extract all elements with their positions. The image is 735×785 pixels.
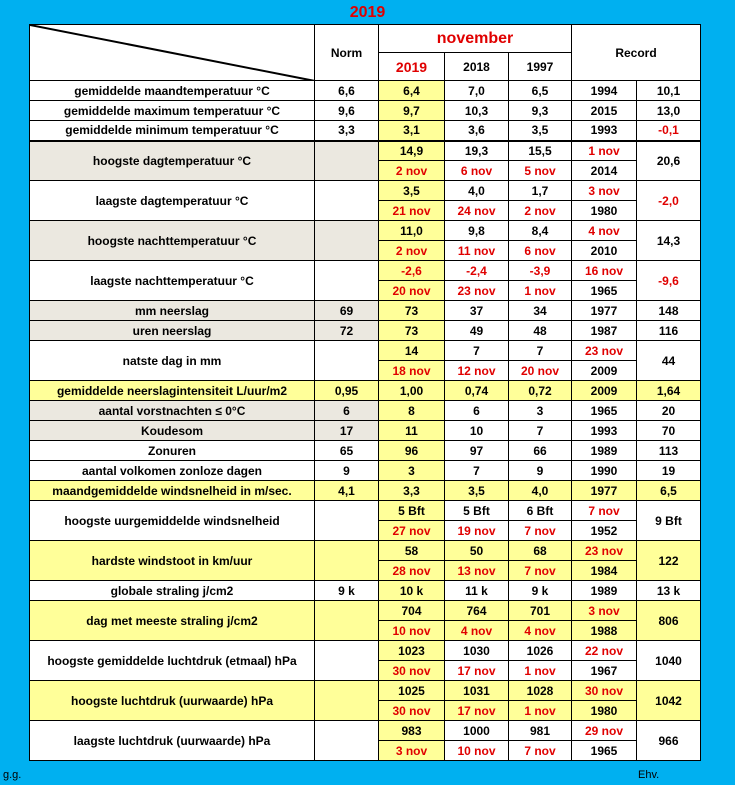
value-2019: -2,6 [379, 261, 445, 281]
value-1997: 7 [509, 421, 572, 441]
row-label: gemiddelde neerslagintensiteit L/uur/m2 [30, 381, 315, 401]
date-1997: 7 nov [509, 741, 572, 761]
norm-value: 72 [315, 321, 379, 341]
value-2019: 9,7 [379, 101, 445, 121]
record-year: 1977 [572, 481, 637, 501]
date-2019: 27 nov [379, 521, 445, 541]
record-year: 1987 [572, 321, 637, 341]
record-date: 29 nov [572, 721, 637, 741]
table-row [30, 221, 701, 241]
record-year: 1993 [572, 121, 637, 141]
record-date: 7 nov [572, 501, 637, 521]
table-row [30, 181, 701, 201]
record-value: 20,6 [637, 141, 701, 181]
table-row [30, 721, 701, 741]
table-row [30, 581, 701, 601]
value-2019: 3,1 [379, 121, 445, 141]
value-2018: 1031 [445, 681, 509, 701]
norm-value: 17 [315, 421, 379, 441]
record-date: 30 nov [572, 681, 637, 701]
record-year: 1994 [572, 81, 637, 101]
header-year-2019: 2019 [379, 53, 445, 81]
record-date: 1 nov [572, 141, 637, 161]
date-2018: 4 nov [445, 621, 509, 641]
row-label: hardste windstoot in km/uur [30, 541, 315, 581]
record-year: 1980 [572, 201, 637, 221]
value-2019: 10 k [379, 581, 445, 601]
record-year: 1988 [572, 621, 637, 641]
date-2018: 10 nov [445, 741, 509, 761]
record-value: 966 [637, 721, 701, 761]
row-label: gemiddelde minimum temperatuur °C [30, 121, 315, 141]
record-year: 1990 [572, 461, 637, 481]
date-2019: 28 nov [379, 561, 445, 581]
norm-value: 6 [315, 401, 379, 421]
value-1997: 3,5 [509, 121, 572, 141]
header-month: november [379, 25, 572, 53]
value-1997: 1,7 [509, 181, 572, 201]
value-2018: 3,6 [445, 121, 509, 141]
footer-right-note: Ehv. [638, 769, 660, 781]
year-title: 2019 [349, 4, 386, 21]
value-2019: 3 [379, 461, 445, 481]
value-2019: 3,3 [379, 481, 445, 501]
value-2018: 4,0 [445, 181, 509, 201]
date-2019: 3 nov [379, 741, 445, 761]
table-row [30, 601, 701, 621]
date-2018: 13 nov [445, 561, 509, 581]
value-2018: 9,8 [445, 221, 509, 241]
value-1997: 1028 [509, 681, 572, 701]
value-2019: 5 Bft [379, 501, 445, 521]
date-1997: 1 nov [509, 281, 572, 301]
value-1997: 0,72 [509, 381, 572, 401]
value-2018: 19,3 [445, 141, 509, 161]
norm-value: 4,1 [315, 481, 379, 501]
value-2018: 3,5 [445, 481, 509, 501]
value-2019: 983 [379, 721, 445, 741]
value-1997: 66 [509, 441, 572, 461]
record-value: -0,1 [637, 121, 701, 141]
value-1997: 3 [509, 401, 572, 421]
date-1997: 1 nov [509, 701, 572, 721]
table-row [30, 641, 701, 661]
record-value: -2,0 [637, 181, 701, 221]
record-year: 1989 [572, 441, 637, 461]
record-value: 6,5 [637, 481, 701, 501]
record-value: 13 k [637, 581, 701, 601]
value-2018: 764 [445, 601, 509, 621]
record-year: 1989 [572, 581, 637, 601]
row-label: uren neerslag [30, 321, 315, 341]
value-2019: 11,0 [379, 221, 445, 241]
table-body [30, 81, 701, 761]
norm-cell [315, 181, 379, 221]
record-value: 806 [637, 601, 701, 641]
table-row [30, 321, 701, 341]
record-value: 20 [637, 401, 701, 421]
record-date: 4 nov [572, 221, 637, 241]
header-norm: Norm [315, 25, 379, 81]
record-year: 2015 [572, 101, 637, 121]
table-row [30, 681, 701, 701]
value-2019: 96 [379, 441, 445, 461]
norm-cell [315, 681, 379, 721]
header-record: Record [572, 25, 701, 81]
table-row [30, 381, 701, 401]
record-year: 1967 [572, 661, 637, 681]
norm-value: 3,3 [315, 121, 379, 141]
date-1997: 4 nov [509, 621, 572, 641]
value-1997: 4,0 [509, 481, 572, 501]
row-label: hoogste gemiddelde luchtdruk (etmaal) hPa [30, 641, 315, 681]
table-row [30, 261, 701, 281]
value-2018: 11 k [445, 581, 509, 601]
norm-cell [315, 141, 379, 181]
date-1997: 1 nov [509, 661, 572, 681]
value-1997: 8,4 [509, 221, 572, 241]
record-year: 1965 [572, 741, 637, 761]
date-1997: 5 nov [509, 161, 572, 181]
value-2019: 8 [379, 401, 445, 421]
norm-cell [315, 601, 379, 641]
value-1997: 1026 [509, 641, 572, 661]
date-1997: 7 nov [509, 521, 572, 541]
date-2019: 18 nov [379, 361, 445, 381]
header-year-1997: 1997 [509, 53, 572, 81]
weather-table [29, 24, 701, 761]
record-year: 2010 [572, 241, 637, 261]
value-2018: 1000 [445, 721, 509, 741]
date-2019: 2 nov [379, 241, 445, 261]
record-year: 2009 [572, 361, 637, 381]
table-row [30, 421, 701, 441]
value-2018: 37 [445, 301, 509, 321]
date-2019: 20 nov [379, 281, 445, 301]
value-2019: 3,5 [379, 181, 445, 201]
record-value: 1040 [637, 641, 701, 681]
date-1997: 2 nov [509, 201, 572, 221]
value-2018: 7 [445, 461, 509, 481]
row-label: natste dag in mm [30, 341, 315, 381]
value-2019: 73 [379, 321, 445, 341]
row-label: gemiddelde maximum temperatuur °C [30, 101, 315, 121]
record-value: 1042 [637, 681, 701, 721]
date-2018: 6 nov [445, 161, 509, 181]
date-1997: 7 nov [509, 561, 572, 581]
value-2018: 1030 [445, 641, 509, 661]
header-year-2018: 2018 [445, 53, 509, 81]
weather-table-frame [29, 24, 700, 767]
date-2018: 19 nov [445, 521, 509, 541]
record-date: 22 nov [572, 641, 637, 661]
footer-left-note: g.g. [3, 769, 22, 781]
diagonal-line [30, 25, 315, 81]
record-value: 19 [637, 461, 701, 481]
value-2019: 1025 [379, 681, 445, 701]
norm-cell [315, 221, 379, 261]
record-value: 70 [637, 421, 701, 441]
date-2018: 23 nov [445, 281, 509, 301]
row-label: mm neerslag [30, 301, 315, 321]
row-label: maandgemiddelde windsnelheid in m/sec. [30, 481, 315, 501]
table-row [30, 81, 701, 101]
table-row [30, 501, 701, 521]
row-label: hoogste luchtdruk (uurwaarde) hPa [30, 681, 315, 721]
value-2018: 6 [445, 401, 509, 421]
value-2019: 14,9 [379, 141, 445, 161]
row-label: aantal vorstnachten ≤ 0°C [30, 401, 315, 421]
record-value: 9 Bft [637, 501, 701, 541]
norm-value: 69 [315, 301, 379, 321]
value-1997: 9 k [509, 581, 572, 601]
date-2019: 10 nov [379, 621, 445, 641]
row-label: aantal volkomen zonloze dagen [30, 461, 315, 481]
norm-value: 9,6 [315, 101, 379, 121]
value-2019: 14 [379, 341, 445, 361]
date-2018: 17 nov [445, 661, 509, 681]
date-2019: 21 nov [379, 201, 445, 221]
value-2019: 6,4 [379, 81, 445, 101]
record-date: 3 nov [572, 601, 637, 621]
record-date: 3 nov [572, 181, 637, 201]
row-label: Koudesom [30, 421, 315, 441]
value-1997: 68 [509, 541, 572, 561]
date-2019: 30 nov [379, 661, 445, 681]
table-row [30, 101, 701, 121]
row-label: globale straling j/cm2 [30, 581, 315, 601]
record-value: 122 [637, 541, 701, 581]
norm-value: 65 [315, 441, 379, 461]
norm-cell [315, 501, 379, 541]
value-1997: 6,5 [509, 81, 572, 101]
record-date: 23 nov [572, 541, 637, 561]
date-2018: 11 nov [445, 241, 509, 261]
record-value: 13,0 [637, 101, 701, 121]
value-1997: 981 [509, 721, 572, 741]
row-label: laagste luchtdruk (uurwaarde) hPa [30, 721, 315, 761]
row-label: laagste nachttemperatuur °C [30, 261, 315, 301]
value-2018: 7,0 [445, 81, 509, 101]
table-row [30, 441, 701, 461]
value-1997: 48 [509, 321, 572, 341]
row-label: laagste dagtemperatuur °C [30, 181, 315, 221]
record-value: -9,6 [637, 261, 701, 301]
value-2019: 73 [379, 301, 445, 321]
norm-cell [315, 341, 379, 381]
record-year: 2014 [572, 161, 637, 181]
table-row [30, 141, 701, 161]
date-2019: 2 nov [379, 161, 445, 181]
record-year: 2009 [572, 381, 637, 401]
norm-cell [315, 641, 379, 681]
record-year: 1993 [572, 421, 637, 441]
value-2019: 1,00 [379, 381, 445, 401]
norm-cell [315, 261, 379, 301]
norm-cell [315, 721, 379, 761]
record-value: 1,64 [637, 381, 701, 401]
header-diagonal-cell [30, 25, 315, 81]
value-2018: 5 Bft [445, 501, 509, 521]
value-1997: 7 [509, 341, 572, 361]
value-2018: 49 [445, 321, 509, 341]
record-year: 1977 [572, 301, 637, 321]
table-row [30, 301, 701, 321]
value-2018: 10 [445, 421, 509, 441]
value-1997: 6 Bft [509, 501, 572, 521]
record-value: 44 [637, 341, 701, 381]
row-label: gemiddelde maandtemperatuur °C [30, 81, 315, 101]
table-row [30, 401, 701, 421]
value-2018: 0,74 [445, 381, 509, 401]
value-2019: 704 [379, 601, 445, 621]
norm-value: 9 k [315, 581, 379, 601]
row-label: hoogste uurgemiddelde windsnelheid [30, 501, 315, 541]
record-value: 10,1 [637, 81, 701, 101]
record-date: 23 nov [572, 341, 637, 361]
record-value: 113 [637, 441, 701, 461]
row-label: hoogste nachttemperatuur °C [30, 221, 315, 261]
row-label: Zonuren [30, 441, 315, 461]
date-2019: 30 nov [379, 701, 445, 721]
norm-value: 9 [315, 461, 379, 481]
norm-value: 6,6 [315, 81, 379, 101]
table-row [30, 481, 701, 501]
value-2019: 1023 [379, 641, 445, 661]
table-row [30, 461, 701, 481]
date-2018: 17 nov [445, 701, 509, 721]
table-row [30, 541, 701, 561]
value-2018: 50 [445, 541, 509, 561]
record-year: 1965 [572, 401, 637, 421]
row-label: hoogste dagtemperatuur °C [30, 141, 315, 181]
table-row [30, 121, 701, 141]
record-year: 1952 [572, 521, 637, 541]
date-1997: 20 nov [509, 361, 572, 381]
record-date: 16 nov [572, 261, 637, 281]
value-2018: 7 [445, 341, 509, 361]
value-1997: 9 [509, 461, 572, 481]
record-year: 1965 [572, 281, 637, 301]
table-row [30, 341, 701, 361]
value-1997: -3,9 [509, 261, 572, 281]
norm-cell [315, 541, 379, 581]
date-1997: 6 nov [509, 241, 572, 261]
value-2018: 10,3 [445, 101, 509, 121]
value-2018: 97 [445, 441, 509, 461]
row-label: dag met meeste straling j/cm2 [30, 601, 315, 641]
record-value: 148 [637, 301, 701, 321]
record-value: 14,3 [637, 221, 701, 261]
value-1997: 701 [509, 601, 572, 621]
record-year: 1980 [572, 701, 637, 721]
date-2018: 24 nov [445, 201, 509, 221]
record-value: 116 [637, 321, 701, 341]
record-year: 1984 [572, 561, 637, 581]
value-2019: 11 [379, 421, 445, 441]
date-2018: 12 nov [445, 361, 509, 381]
value-2018: -2,4 [445, 261, 509, 281]
value-1997: 9,3 [509, 101, 572, 121]
norm-value: 0,95 [315, 381, 379, 401]
value-1997: 34 [509, 301, 572, 321]
value-1997: 15,5 [509, 141, 572, 161]
value-2019: 58 [379, 541, 445, 561]
